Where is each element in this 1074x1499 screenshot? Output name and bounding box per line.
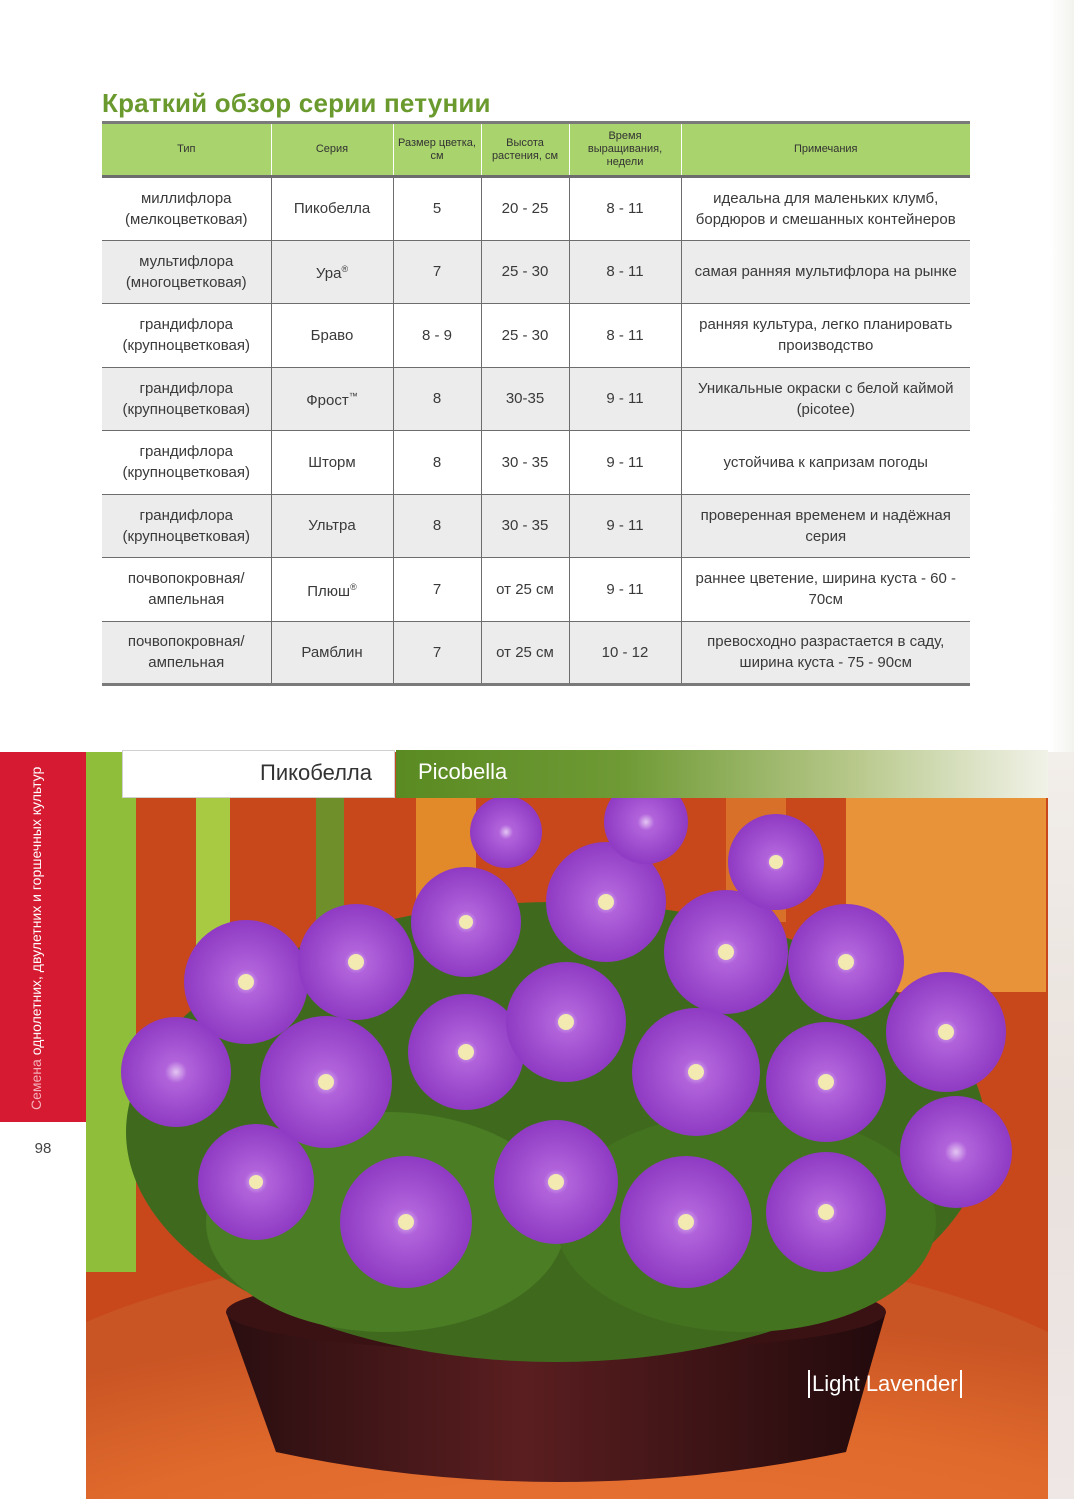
cell-notes: Уникальные окраски с белой каймой (picotee) (681, 367, 970, 431)
header-series: Серия (271, 123, 393, 177)
cell-type: почвопокровная/ ампельная (102, 621, 271, 685)
cell-time: 8 - 11 (569, 304, 681, 368)
petunia-series-table (102, 121, 970, 686)
section-label-main: однолетних, двулетних и горшечных культур (28, 766, 44, 1056)
cell-size: 7 (393, 240, 481, 304)
cell-type: грандифлора (крупноцветковая) (102, 494, 271, 558)
cell-notes: самая ранняя мультифлора на рынке (681, 240, 970, 304)
cell-series: Шторм (271, 431, 393, 495)
cell-series: Браво (271, 304, 393, 368)
header-notes: Примечания (681, 123, 970, 177)
table-row (102, 558, 970, 622)
cell-height: 25 - 30 (481, 304, 569, 368)
header-type: Тип (102, 123, 271, 177)
cell-series: Ультра (271, 494, 393, 558)
cell-height: от 25 см (481, 558, 569, 622)
cell-type: почвопокровная/ ампельная (102, 558, 271, 622)
trademark-mark: ™ (348, 391, 358, 402)
header-plant-height: Высота растения, см (481, 123, 569, 177)
cell-time: 8 - 11 (569, 240, 681, 304)
trademark-mark: ® (341, 264, 349, 275)
table-row (102, 431, 970, 495)
cell-size: 8 (393, 367, 481, 431)
cell-notes: проверенная временем и надёжная серия (681, 494, 970, 558)
cell-series: Фрост™ (271, 367, 393, 431)
cell-size: 8 (393, 431, 481, 495)
trademark-mark: ® (350, 581, 357, 592)
section-label (28, 766, 45, 1110)
cell-type: грандифлора (крупноцветковая) (102, 367, 271, 431)
cell-time: 9 - 11 (569, 558, 681, 622)
cell-height: 30-35 (481, 367, 569, 431)
cell-type: мультифлора (многоцветковая) (102, 240, 271, 304)
header-flower-size: Размер цветка, см (393, 123, 481, 177)
table-row (102, 304, 970, 368)
header-growing-time: Время выращивания, недели (569, 123, 681, 177)
page-number: 98 (0, 1122, 86, 1186)
cell-type: миллифлора (мелкоцветковая) (102, 177, 271, 241)
cell-time: 9 - 11 (569, 494, 681, 558)
variety-name-en: Picobella (418, 759, 508, 784)
variety-name-ru: Пикобелла (260, 760, 372, 785)
cell-type: грандифлора (крупноцветковая) (102, 431, 271, 495)
cell-height: 20 - 25 (481, 177, 569, 241)
table-row (102, 240, 970, 304)
table-row (102, 177, 970, 241)
cell-series: Плюш® (271, 558, 393, 622)
cell-notes: раннее цветение, ширина куста - 60 - 70см (681, 558, 970, 622)
cell-time: 9 - 11 (569, 367, 681, 431)
page-edge-shadow (1050, 0, 1074, 760)
cell-time: 9 - 11 (569, 431, 681, 495)
cell-type: грандифлора (крупноцветковая) (102, 304, 271, 368)
cell-notes: устойчива к капризам погоды (681, 431, 970, 495)
cell-series: Пикобелла (271, 177, 393, 241)
cell-height: 25 - 30 (481, 240, 569, 304)
cell-height: 30 - 35 (481, 494, 569, 558)
cell-size: 8 (393, 494, 481, 558)
cell-notes: ранняя культура, легко планировать производство (681, 304, 970, 368)
table-row (102, 367, 970, 431)
cell-notes: идеальна для маленьких клумб, бордюров и смешанных контейнеров (681, 177, 970, 241)
table-row (102, 494, 970, 558)
variety-banner-en (396, 750, 1048, 798)
cell-time: 10 - 12 (569, 621, 681, 685)
cell-notes: превосходно разрастается в саду, ширина куста - 75 - 90см (681, 621, 970, 685)
cell-height: 30 - 35 (481, 431, 569, 495)
cell-series: Рамблин (271, 621, 393, 685)
section-label-light: Семена (28, 1059, 44, 1110)
cell-series: Ура® (271, 240, 393, 304)
cell-size: 7 (393, 621, 481, 685)
cell-time: 8 - 11 (569, 177, 681, 241)
page-title: Краткий обзор серии петунии (102, 88, 491, 118)
cell-size: 8 - 9 (393, 304, 481, 368)
table-header-row (102, 123, 970, 177)
table-row (102, 621, 970, 685)
next-page-edge (1048, 752, 1074, 1499)
cell-size: 7 (393, 558, 481, 622)
cell-size: 5 (393, 177, 481, 241)
variety-banner-ru (122, 750, 395, 798)
cell-height: от 25 см (481, 621, 569, 685)
photo-caption: Light Lavender (808, 1370, 962, 1398)
